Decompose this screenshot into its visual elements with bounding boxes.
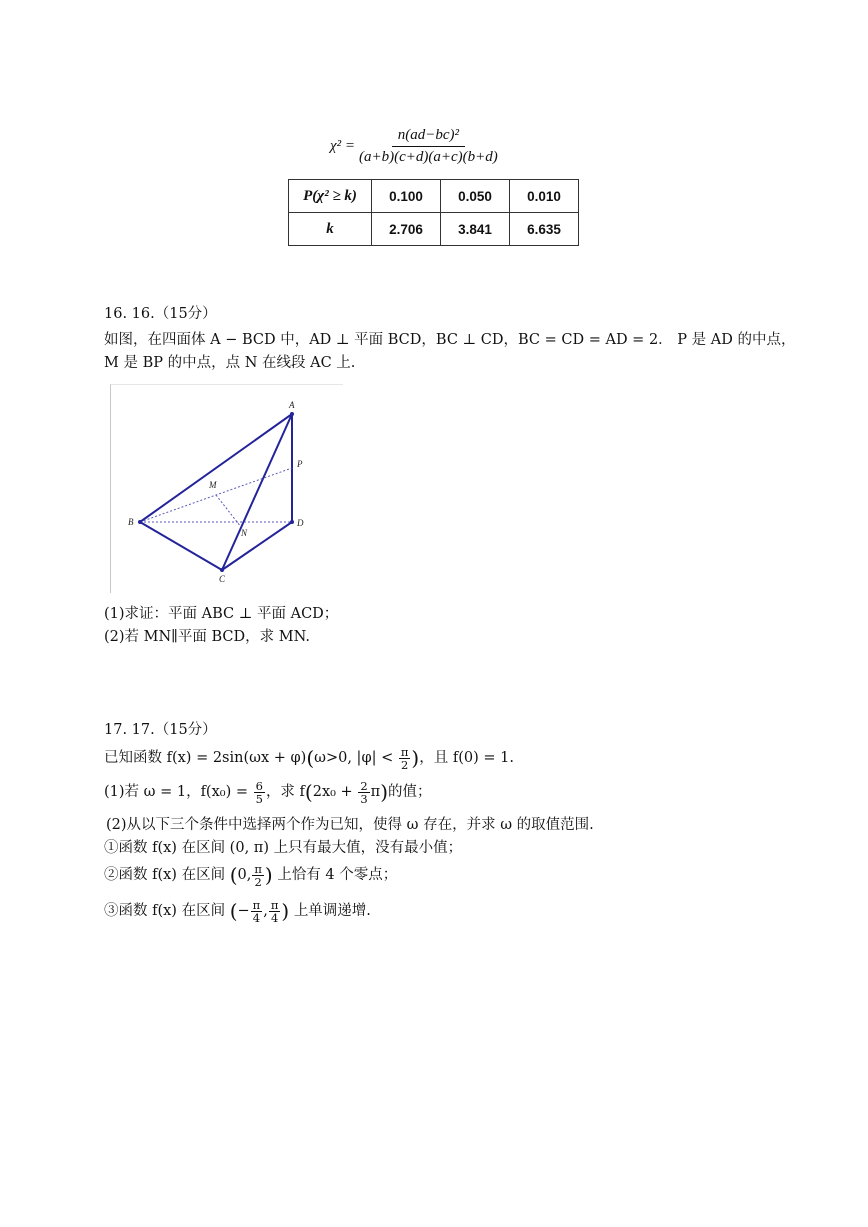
q16-part2: (2)若 MN∥平面 BCD，求 MN.	[104, 629, 310, 645]
q16-stem-line2: M 是 BP 的中点，点 N 在线段 AC 上.	[104, 355, 356, 371]
critical-value-table	[288, 179, 579, 246]
edge-bc	[140, 522, 222, 570]
q17-condition-2: ②函数 f(x) 在区间 (0, $\frac{\pi}{2}$ ) 上恰有 4 个零点；	[104, 861, 398, 889]
label-d: D	[297, 518, 304, 528]
tetrahedron-svg	[111, 385, 343, 593]
q17-part1: (1)若 ω = 1，f(x₀) = $\frac{6}{5}$ ，求 f(2x₀ + $\frac{2}{3}$ π)的值；	[104, 778, 432, 806]
point-d	[290, 520, 294, 524]
tetrahedron-figure	[110, 384, 343, 593]
formula-lhs: χ² =	[330, 137, 355, 154]
point-a	[290, 412, 294, 416]
point-b	[138, 520, 142, 524]
table-cell: 6.635	[510, 213, 579, 246]
chi-square-formula	[330, 124, 498, 168]
table-cell: 0.010	[510, 180, 579, 213]
q16-title: 16. 16.（15分）	[104, 306, 217, 322]
q17-title: 17. 17.（15分）	[104, 722, 217, 738]
q17-condition-1: ①函数 f(x) 在区间 (0, π) 上只有最大值，没有最小值；	[104, 840, 463, 856]
label-c: C	[219, 574, 226, 584]
table-row	[289, 213, 579, 246]
table-cell: 2.706	[372, 213, 441, 246]
q16-part1: (1)求证：平面 ABC ⊥ 平面 ACD；	[104, 606, 339, 622]
table-header-p: P(χ² ≥ k)	[289, 180, 372, 213]
q17-stem: 已知函数 f(x) = 2sin(ωx + φ)(ω>0, |φ| < $\frac{\pi}{2}$ )，且 f(0) = 1.	[104, 744, 514, 772]
q17-part2: (2)从以下三个条件中选择两个作为已知，使得 ω 存在，并求 ω 的取值范围.	[106, 817, 594, 833]
point-c	[220, 568, 224, 572]
formula-numerator: n(ad−bc)²	[392, 127, 465, 147]
q17-condition-3: ③函数 f(x) 在区间 (− $\frac{\pi}{4}$ , $\frac{\pi}{4}$ ) 上单调递增.	[104, 897, 371, 925]
label-n: N	[241, 528, 248, 538]
table-cell: 0.050	[441, 180, 510, 213]
edge-ab	[140, 414, 292, 522]
label-a: A	[289, 400, 295, 410]
table-cell: 0.100	[372, 180, 441, 213]
label-m: M	[209, 480, 217, 490]
table-cell: 3.841	[441, 213, 510, 246]
q16-stem-line1: 如图，在四面体 A − BCD 中，AD ⊥ 平面 BCD，BC ⊥ CD，BC = CD = AD = 2． P 是 AD 的中点，	[104, 332, 796, 348]
formula-denominator: (a+b)(c+d)(a+c)(b+d)	[358, 148, 498, 165]
label-p: P	[297, 459, 303, 469]
label-b: B	[128, 517, 134, 527]
table-row	[289, 180, 579, 213]
table-header-k: k	[289, 213, 372, 246]
